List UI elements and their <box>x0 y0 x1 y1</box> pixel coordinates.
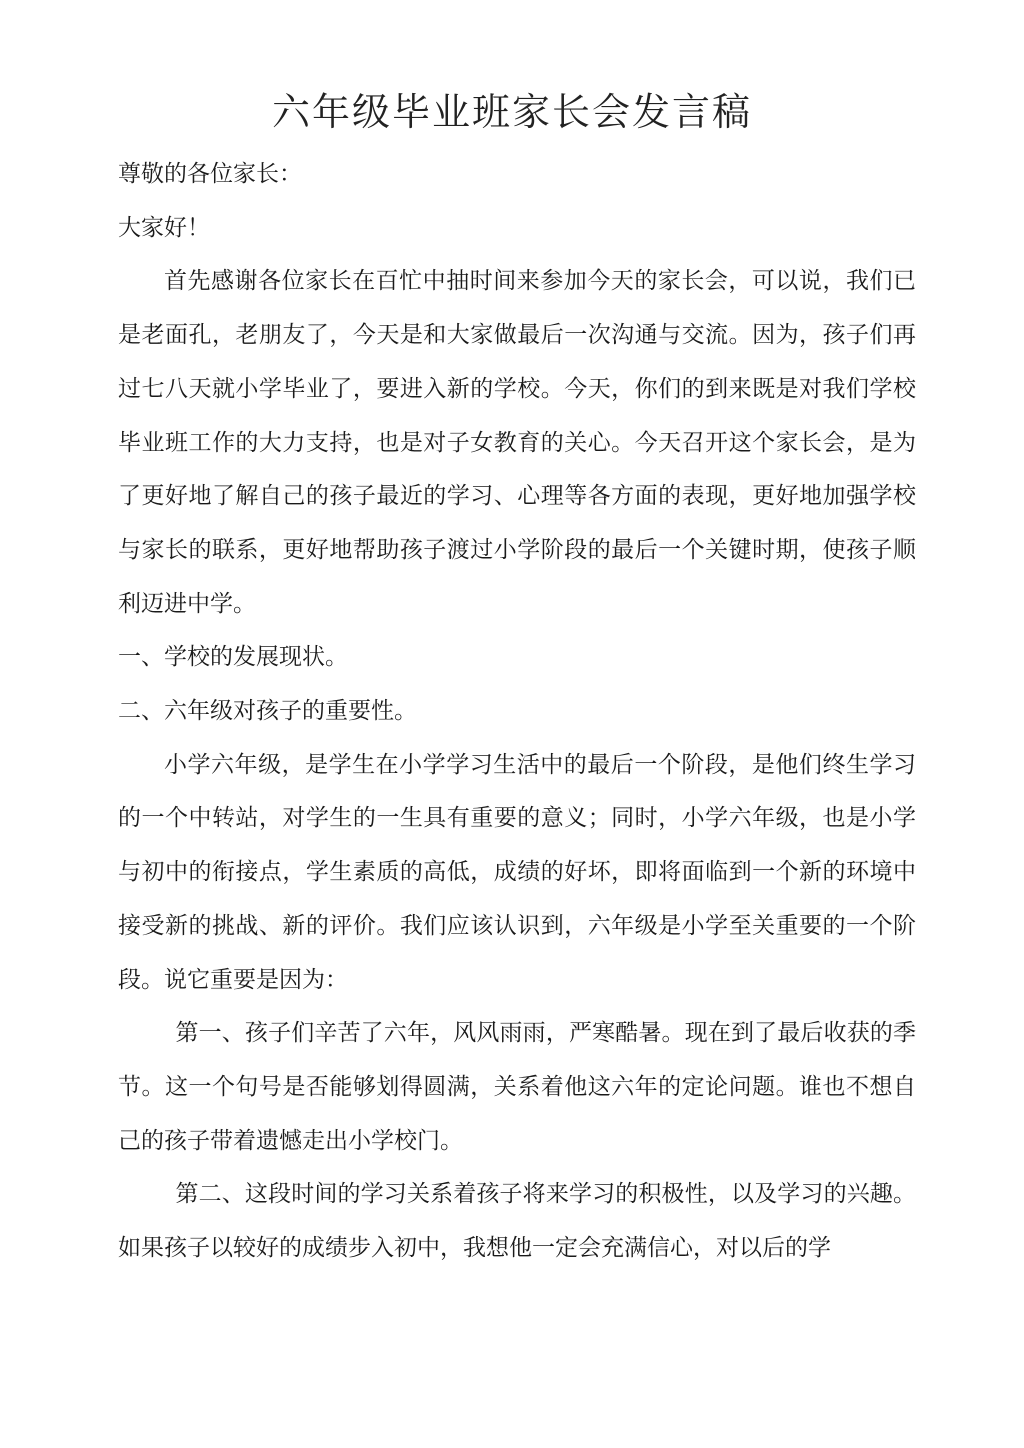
document-body <box>118 148 916 1276</box>
intro-paragraph: 首先感谢各位家长在百忙中抽时间来参加今天的家长会，可以说，我们已是老面孔，老朋友了，今天是和大家做最后一次沟通与交流。因为，孩子们再过七八天就小学毕业了，要进入新的学校。今天，你们的到来既是对我们学校毕业班工作的大力支持，也是对子女教育的关心。今天召开这个家长会，是为了更好地了解自己的孩子最近的学习、心理等各方面的表现，更好地加强学校与家长的联系，更好地帮助孩子渡过小学阶段的最后一个关键时期，使孩子顺利迈进中学。 <box>118 268 916 617</box>
section-heading-two: 二、六年级对孩子的重要性。 <box>118 698 417 725</box>
grade-six-paragraph: 小学六年级，是学生在小学学习生活中的最后一个阶段，是他们终生学习的一个中转站，对学生的一生具有重要的意义；同时，小学六年级，也是小学与初中的衔接点，学生素质的高低，成绩的好坏，即将面临到一个新的环境中接受新的挑战、新的评价。我们应该认识到，六年级是小学至关重要的一个阶段。说它重要是因为： <box>118 751 916 993</box>
point-two-paragraph: 第二、这段时间的学习关系着孩子将来学习的积极性，以及学习的兴趣。如果孩子以较好的成绩步入初中，我想他一定会充满信心，对以后的学 <box>118 1181 916 1262</box>
document-title: 六年级毕业班家长会发言稿 <box>271 90 752 134</box>
point-one-paragraph: 第一、孩子们辛苦了六年，风风雨雨，严寒酷暑。现在到了最后收获的季节。这一个句号是否能够划得圆满，关系着他这六年的定论问题。谁也不想自己的孩子带着遗憾走出小学校门。 <box>118 1020 916 1154</box>
salutation: 尊敬的各位家长： <box>118 161 302 187</box>
section-heading-one: 一、学校的发展现状。 <box>118 644 348 671</box>
greeting: 大家好！ <box>118 214 210 241</box>
